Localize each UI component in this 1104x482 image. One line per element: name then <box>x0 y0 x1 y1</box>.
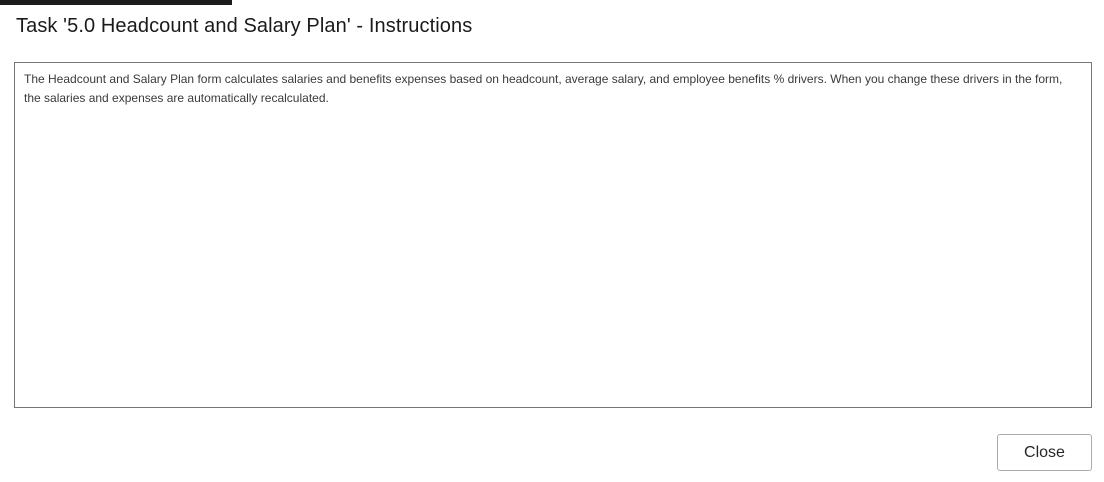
instructions-panel <box>14 62 1092 408</box>
instructions-text: The Headcount and Salary Plan form calculates salaries and benefits expenses based on headcount, average salary, and employee benefits % drivers. When you change these drivers in the form, the salaries and expenses are automatically recalculated. <box>24 72 1063 105</box>
dialog-title: Task '5.0 Headcount and Salary Plan' - Instructions <box>16 15 473 37</box>
close-button[interactable]: Close <box>997 434 1092 471</box>
cropped-tab-bar <box>0 0 232 5</box>
